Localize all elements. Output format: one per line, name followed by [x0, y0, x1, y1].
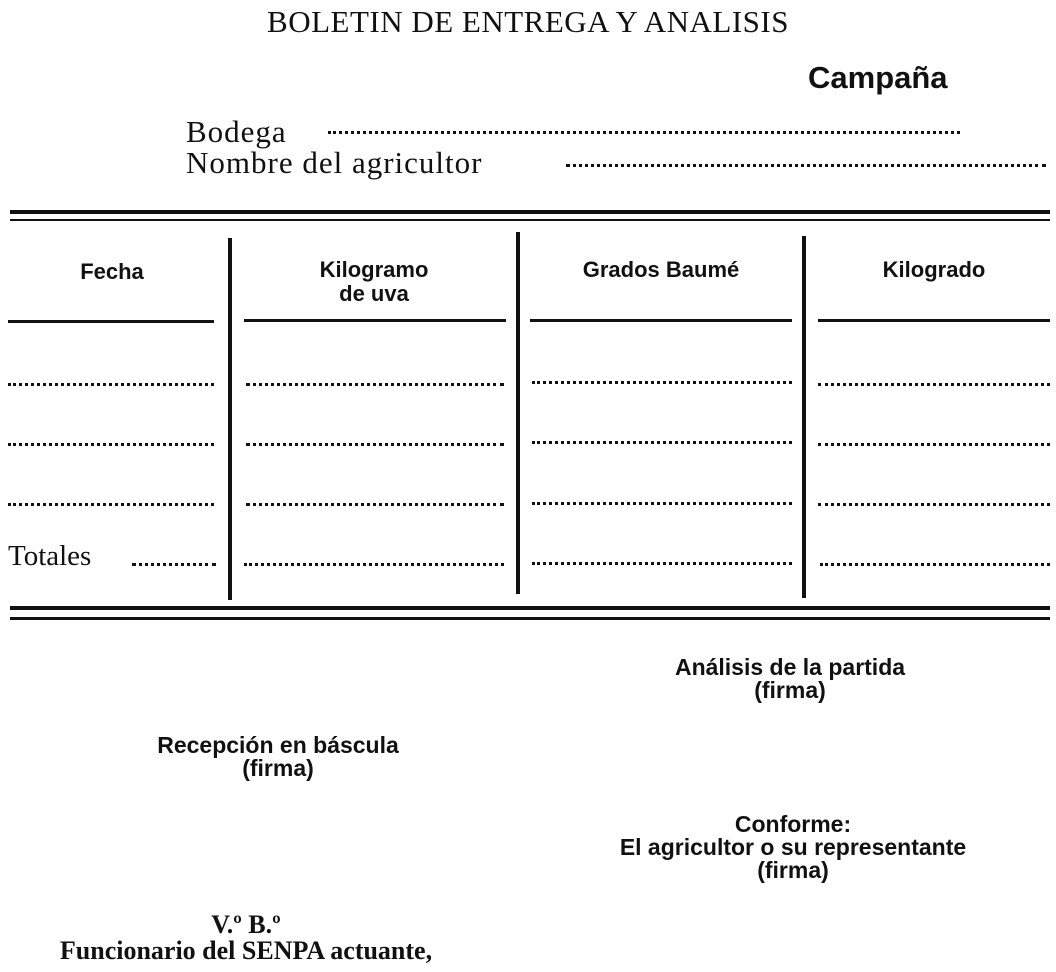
column-header-kilogramo	[244, 258, 504, 306]
column-separator	[516, 232, 520, 594]
cell-kilogrado[interactable]	[818, 383, 1050, 386]
table-top-rule	[10, 210, 1050, 214]
cell-grados[interactable]	[532, 381, 792, 384]
cell-kilogramo[interactable]	[246, 443, 504, 446]
totals-label: Totales	[8, 540, 92, 572]
column-header-grados	[530, 258, 792, 282]
totals-grados-field[interactable]	[532, 562, 792, 565]
totals-fecha-field[interactable]	[132, 563, 216, 566]
cell-kilogramo[interactable]	[246, 383, 504, 386]
cell-kilogrado[interactable]	[818, 503, 1050, 506]
winery-label: Bodega	[186, 114, 287, 149]
column-separator	[802, 236, 806, 598]
cell-fecha[interactable]	[8, 503, 214, 506]
cell-kilogramo[interactable]	[246, 503, 504, 506]
cell-kilogrado[interactable]	[818, 443, 1050, 446]
column-header-line: Grados Baumé	[582, 257, 740, 282]
header-underline	[530, 319, 792, 322]
cell-fecha[interactable]	[8, 443, 214, 446]
totals-kilogramo-field[interactable]	[244, 563, 504, 566]
approval-signature-subtitle: Funcionario del SENPA actuante,	[59, 936, 433, 965]
table-top-rule-thin	[10, 219, 1050, 221]
column-header-line: Fecha	[80, 259, 144, 284]
column-header-line: Kilogrado	[882, 257, 986, 282]
reception-signature-note: (firma)	[242, 755, 314, 781]
conforme-signature	[540, 813, 1046, 882]
conforme-signature-note: (firma)	[757, 857, 829, 883]
column-header-line: de uva	[339, 281, 409, 306]
approval-signature	[6, 912, 486, 964]
column-header-line: Kilogramo	[319, 257, 429, 282]
column-header-fecha	[6, 260, 218, 284]
header-underline	[244, 319, 506, 322]
totals-kilogrado-field[interactable]	[820, 563, 1050, 566]
analysis-signature-note: (firma)	[754, 677, 826, 703]
column-separator	[228, 238, 232, 600]
analysis-signature	[600, 656, 980, 702]
form-title: BOLETIN DE ENTREGA Y ANALISIS	[267, 4, 789, 39]
winery-field[interactable]	[328, 131, 960, 134]
reception-signature	[96, 734, 460, 780]
farmer-name-label: Nombre del agricultor	[186, 145, 483, 180]
table-bottom-rule-thin	[10, 617, 1050, 620]
column-header-kilogrado	[818, 258, 1050, 282]
reception-signature-title: Recepción en báscula	[157, 732, 399, 758]
analysis-signature-title: Análisis de la partida	[674, 654, 906, 680]
farmer-name-field[interactable]	[566, 164, 1046, 167]
cell-fecha[interactable]	[8, 383, 214, 386]
cell-grados[interactable]	[532, 441, 792, 444]
campaign-label: Campaña	[808, 60, 948, 95]
approval-signature-title: V.º B.º	[211, 910, 281, 939]
cell-grados[interactable]	[532, 502, 792, 505]
header-underline	[8, 320, 214, 323]
conforme-signature-title: Conforme:	[734, 811, 852, 837]
table-bottom-rule	[10, 606, 1050, 610]
conforme-signature-subtitle: El agricultor o su representante	[619, 834, 967, 860]
header-underline	[818, 319, 1050, 322]
